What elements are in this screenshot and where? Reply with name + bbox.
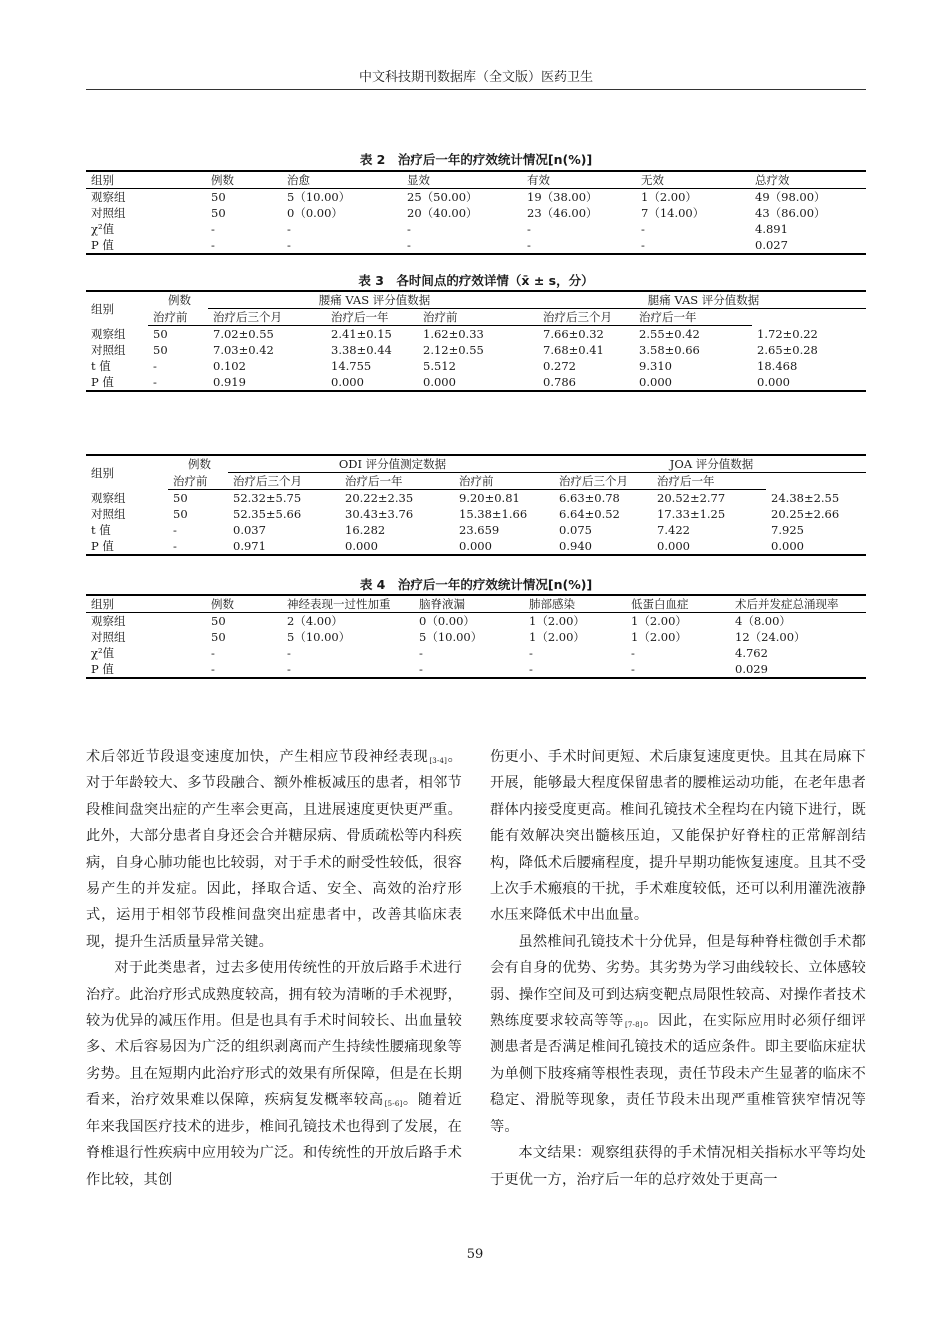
table-cell: 12（24.00） [735, 630, 806, 644]
table-cell: 50 [153, 327, 168, 341]
table-cell: 23.659 [459, 523, 500, 537]
right-paragraph-1: 伤更小、手术时间更短、术后康复速度更快。且其在局麻下开展，能够最大程度保留患者的腰椎运动功能，在老年患者群体内接受度更高。椎间孔镜技术全程均在内镜下进行，既能有效解决突出髓核压迫，又能保护好脊柱的正常解剖结构，降低术后腰痛程度，提升早期功能恢复速度。且其不受上次手术瘢痕的干扰，手术难度较低，还可以利用灌洗液静水压来降低术中出血量。 [490, 749, 866, 924]
table-cell: 观察组 [91, 190, 126, 204]
table-cell: 5（10.00） [419, 630, 483, 644]
table-cell: - [282, 237, 402, 254]
table-row [86, 221, 866, 237]
table-cell: 治疗前 [454, 473, 554, 490]
table-cell: 3.38±0.44 [331, 343, 392, 357]
table-row [86, 342, 866, 358]
table-cell: 治疗后一年 [634, 309, 752, 326]
table-cell: - [529, 646, 533, 660]
table3-vas-leg-header: 腿痛 VAS 评分值数据 [538, 291, 866, 309]
table-cell: 1（2.00） [631, 630, 687, 644]
table-cell: 7.422 [657, 523, 690, 537]
table-row [86, 506, 866, 522]
table-cell: 治疗后一年 [652, 473, 766, 490]
table-cell: 组别 [86, 595, 206, 613]
table-cell: 5.512 [423, 359, 456, 373]
table-row [86, 374, 866, 391]
table-row [86, 326, 866, 343]
table-cell: 0（0.00） [287, 206, 343, 220]
table-cell: 6.63±0.78 [559, 491, 620, 505]
table-cell: 7.925 [771, 523, 804, 537]
table4 [86, 594, 866, 679]
table-cell: 50 [211, 190, 226, 204]
table-cell: 7（14.00） [641, 206, 705, 220]
table2 [86, 170, 866, 255]
right-paragraph-3: 本文结果：观察组获得的手术情况相关指标水平等均处于更优一方，治疗后一年的总疗效处于更高一 [490, 1145, 866, 1188]
table-cell: - [148, 374, 208, 391]
table-cell: 0.000 [454, 538, 554, 555]
left-paragraph-2: 对于此类患者，过去多使用传统性的开放后路手术进行治疗。此治疗形式成熟度较高，拥有较为清晰的手术视野，较为优异的减压作用。但是也具有手术时间较长、出血量较多、术后容易因为广泛的组织剥离而产生持续性腰痛现象等劣势。且在短期内此治疗形式的效果有所保障，但是在长期看来，治疗效果难以保障，疾病复发概率较高[5-6]。随着近年来我国医疗技术的进步，椎间孔镜技术也得到了发展，在脊椎退行性疾病中应用较为广泛。和传统性的开放后路手术作比较，其创 [86, 960, 462, 1188]
table-cell: 19（38.00） [527, 190, 598, 204]
table3-part2 [86, 454, 866, 556]
table-cell: t 值 [91, 359, 111, 373]
table-cell: 1.62±0.33 [423, 327, 484, 341]
table-cell: - [206, 237, 282, 254]
table-cell: 15.38±1.66 [459, 507, 528, 521]
table-cell: 0.000 [766, 538, 866, 555]
table-cell: 无效 [636, 171, 750, 189]
table-header-row [86, 595, 866, 613]
table-header-row [86, 171, 866, 189]
table-cell: 治疗后三个月 [554, 473, 652, 490]
table-cell: 治愈 [282, 171, 402, 189]
table-cell: 25（50.00） [407, 190, 478, 204]
table-cell: 例数 [206, 171, 282, 189]
table-cell: 4（8.00） [735, 614, 791, 628]
table-cell: 总疗效 [750, 171, 866, 189]
table-row [86, 205, 866, 221]
table-cell: 23（46.00） [527, 206, 598, 220]
table-cell: - [626, 661, 730, 678]
table3-vas-waist-header: 腰痛 VAS 评分值数据 [208, 291, 538, 309]
table3-odi-header: ODI 评分值测定数据 [228, 455, 554, 473]
table-cell: 20.25±2.66 [771, 507, 840, 521]
table-cell: 50 [173, 491, 188, 505]
table-cell: 17.33±1.25 [657, 507, 726, 521]
table3-joa-header: JOA 评分值数据 [554, 455, 866, 473]
table-cell: - [414, 661, 524, 678]
table-cell: 6.64±0.52 [559, 507, 620, 521]
table-cell: 对照组 [91, 507, 126, 521]
table-cell: 对照组 [91, 206, 126, 220]
table2-caption: 表 2 治疗后一年的疗效统计情况[n(%)] [359, 152, 593, 167]
table-cell: 0.000 [752, 374, 866, 391]
table-cell: 18.468 [757, 359, 798, 373]
table-cell: 49（98.00） [755, 190, 826, 204]
table-cell: - [173, 523, 177, 537]
table-cell: 7.02±0.55 [213, 327, 274, 341]
table-cell: 神经表现一过性加重 [282, 595, 414, 613]
table-cell: 0.037 [233, 523, 266, 537]
table-cell: 0（0.00） [419, 614, 475, 628]
table-row [86, 538, 866, 555]
table-cell: 0.027 [750, 237, 866, 254]
citation: [3-4] [429, 757, 448, 765]
table3-caption: 表 3 各时间点的疗效详情（x̄ ± s，分） [358, 273, 594, 288]
table-cell: P 值 [86, 538, 168, 555]
table-cell: 0.000 [634, 374, 752, 391]
table-cell: 术后并发症总涌现率 [730, 595, 866, 613]
table-row [86, 661, 866, 678]
table-cell: 0.786 [538, 374, 634, 391]
table-cell: - [527, 222, 531, 236]
table-cell: - [631, 646, 635, 660]
table-cell: 1（2.00） [529, 630, 585, 644]
table-cell: 52.35±5.66 [233, 507, 302, 521]
table3b-group-header: 组别 [86, 455, 168, 490]
table-cell: - [402, 237, 522, 254]
table-cell: 例数 [206, 595, 282, 613]
table-cell: - [282, 661, 414, 678]
table4-caption: 表 4 治疗后一年的疗效统计情况[n(%)] [359, 577, 593, 592]
table-cell: - [287, 646, 291, 660]
table-cell: 显效 [402, 171, 522, 189]
table-cell: 对照组 [91, 343, 126, 357]
table-cell: 5（10.00） [287, 630, 351, 644]
right-column [490, 744, 866, 1193]
table-cell: P 值 [86, 374, 148, 391]
table-cell: 0.000 [652, 538, 766, 555]
table-cell: 治疗后三个月 [538, 309, 634, 326]
table-cell: - [287, 222, 291, 236]
table-cell: 低蛋白血症 [626, 595, 730, 613]
table-cell: χ²值 [91, 646, 115, 660]
table-cell: 1.72±0.22 [757, 326, 818, 341]
table3-count-header: 例数 [148, 291, 208, 309]
table-row [86, 613, 866, 630]
table-cell: 5（10.00） [287, 190, 351, 204]
table-cell: 治疗后三个月 [208, 309, 326, 326]
table-cell: 16.282 [345, 523, 386, 537]
table-cell: 对照组 [91, 630, 126, 644]
table-cell: 0.000 [326, 374, 418, 391]
table-cell: 14.755 [331, 359, 372, 373]
table-cell: - [211, 646, 215, 660]
table-cell: 有效 [522, 171, 636, 189]
table-cell: 2.65±0.28 [757, 343, 818, 357]
table-cell: - [206, 661, 282, 678]
table-cell: 治疗后一年 [326, 309, 418, 326]
table-row [86, 358, 866, 374]
table-cell: - [419, 646, 423, 660]
table-cell: - [641, 222, 645, 236]
table-cell: 2.12±0.55 [423, 343, 484, 357]
table-cell: 4.762 [735, 646, 768, 660]
table-cell: 观察组 [91, 490, 126, 505]
left-paragraph-1: 术后邻近节段退变速度加快，产生相应节段神经表现[3-4]。对于年龄较大、多节段融合、额外椎板减压的患者，相邻节段椎间盘突出症的产生率会更高，且进展速度更快更严重。此外，大部分患者自身还会合并糖尿病、骨质疏松等内科疾病，自身心肺功能也比较弱，对于手术的耐受性较低，很容易产生的并发症。因此，择取合适、安全、高效的治疗形式，运用于相邻节段椎间盘突出症患者中，改善其临床表现，提升生活质量异常关键。 [86, 749, 462, 950]
table-cell: 0.075 [559, 523, 592, 537]
table-cell: 9.310 [639, 359, 672, 373]
table-cell: 治疗前 [168, 473, 228, 490]
table-cell: 20.22±2.35 [345, 491, 414, 505]
header-divider [86, 89, 866, 90]
table-cell: 50 [211, 614, 226, 628]
table-cell: 1（2.00） [631, 614, 687, 628]
table-cell: P 值 [86, 237, 206, 254]
table-cell: - [153, 359, 157, 373]
table3-part1 [86, 290, 866, 392]
citation: [5-6] [384, 1100, 403, 1109]
table-cell: 43（86.00） [755, 206, 826, 220]
table-cell: 组别 [86, 171, 206, 189]
table-cell: 0.000 [418, 374, 538, 391]
table-cell: - [524, 661, 626, 678]
table-cell: 治疗后一年 [340, 473, 454, 490]
table-cell: 0.272 [543, 359, 576, 373]
table-cell: 50 [211, 630, 226, 644]
table-cell: 9.20±0.81 [459, 491, 520, 505]
table-cell: 2.41±0.15 [331, 327, 392, 341]
table-cell: 4.891 [755, 222, 788, 236]
table-cell: 2（4.00） [287, 614, 343, 628]
table-cell: 30.43±3.76 [345, 507, 414, 521]
table-cell: 0.102 [213, 359, 246, 373]
table-cell: - [636, 237, 750, 254]
table-cell: 0.940 [554, 538, 652, 555]
table-cell: 2.55±0.42 [639, 327, 700, 341]
table-cell: 7.68±0.41 [543, 343, 604, 357]
table-row [86, 490, 866, 507]
table-cell: 1（2.00） [641, 190, 697, 204]
table-cell: 观察组 [91, 614, 126, 628]
table-cell: 治疗前 [148, 309, 208, 326]
table-cell: 7.03±0.42 [213, 343, 274, 357]
table-cell: 0.919 [208, 374, 326, 391]
right-paragraph-2: 虽然椎间孔镜技术十分优异，但是每种脊柱微创手术都会有自身的优势、劣势。其劣势为学习曲线较长、立体感较弱、操作空间及可到达病变靶点局限性较高、对操作者技术熟练度要求较高等等[7-8]。因此，在实际应用时必须仔细评测患者是否满足椎间孔镜技术的适应条件。即主要临床症状为单侧下肢疼痛等根性表现，责任节段未产生显著的临床不稳定、滑脱等现象，责任节段未出现严重椎管狭窄情况等等。 [490, 933, 866, 1135]
table-row [86, 189, 866, 206]
table-cell: χ²值 [91, 222, 115, 236]
table-cell: 观察组 [91, 326, 126, 341]
left-column [86, 744, 462, 1193]
table-cell: 0.971 [228, 538, 340, 555]
table-cell: 肺部感染 [524, 595, 626, 613]
table-cell: 24.38±2.55 [771, 490, 840, 505]
table-cell: - [211, 222, 215, 236]
table-row [86, 237, 866, 254]
table-cell: t 值 [91, 523, 111, 537]
table-row [86, 629, 866, 645]
page-number: 59 [466, 1247, 484, 1262]
table-cell: - [522, 237, 636, 254]
table3-group-header: 组别 [86, 291, 148, 326]
table-cell: 50 [173, 507, 188, 521]
table-cell: 7.66±0.32 [543, 327, 604, 341]
table-cell: 52.32±5.75 [233, 491, 302, 505]
table3b-count-header: 例数 [168, 455, 228, 473]
table-cell: 0.029 [730, 661, 866, 678]
table-cell: 1（2.00） [529, 614, 585, 628]
table-cell: 20（40.00） [407, 206, 478, 220]
table-cell: 20.52±2.77 [657, 491, 726, 505]
table-cell: P 值 [86, 661, 206, 678]
table-row [86, 522, 866, 538]
table-cell: - [168, 538, 228, 555]
table-cell: 治疗前 [418, 309, 538, 326]
table-cell: 3.58±0.66 [639, 343, 700, 357]
table-cell: 0.000 [340, 538, 454, 555]
table-cell: 脑脊液漏 [414, 595, 524, 613]
table-cell: 50 [211, 206, 226, 220]
journal-header: 中文科技期刊数据库（全文版）医药卫生 [358, 70, 593, 85]
table-cell: - [407, 222, 411, 236]
table-cell: 50 [153, 343, 168, 357]
table-cell: 治疗后三个月 [228, 473, 340, 490]
citation: [7-8] [624, 1021, 643, 1030]
table-row [86, 645, 866, 661]
